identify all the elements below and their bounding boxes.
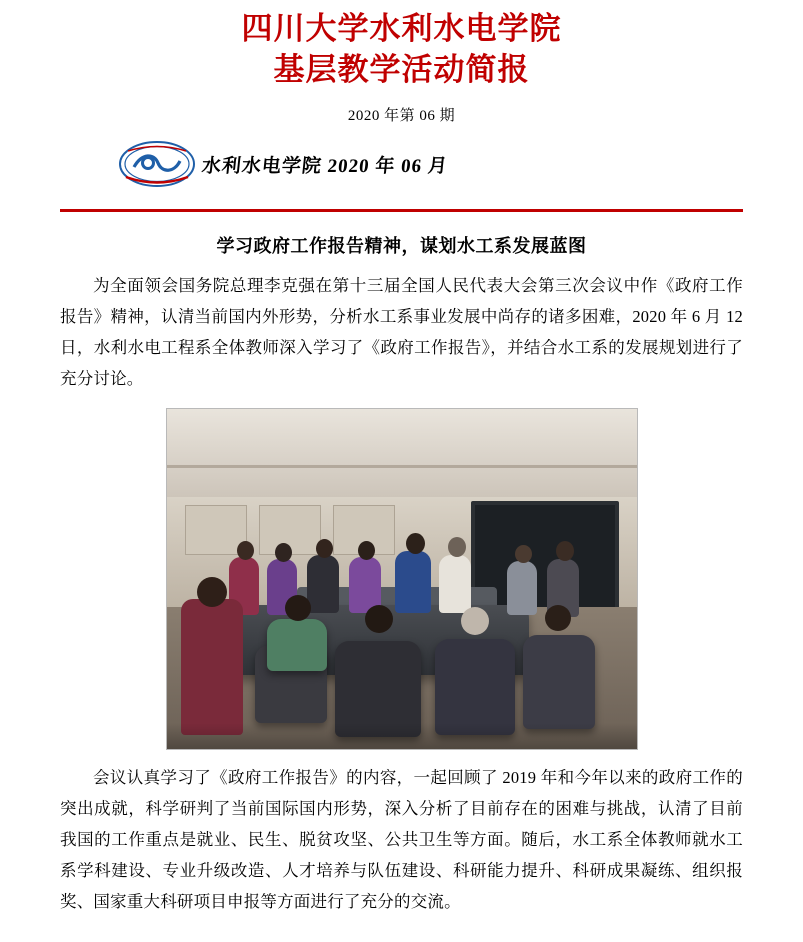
photo-person-head xyxy=(237,541,254,560)
masthead-title-line1: 四川大学水利水电学院 xyxy=(241,11,562,46)
logo-row xyxy=(60,139,743,189)
photo-person-head xyxy=(316,539,333,558)
issue-number: 2020 年第 06 期 xyxy=(347,108,456,124)
photo-bottom-shadow xyxy=(167,723,637,749)
photo-person-head xyxy=(285,595,311,621)
photo-chair xyxy=(267,619,327,671)
photo-chair xyxy=(435,639,515,735)
photo-person-head xyxy=(515,545,532,563)
photo-ceiling xyxy=(167,409,637,497)
masthead-title-line2: 基层教学活动简报 xyxy=(273,52,530,87)
article-paragraph-2: 会议认真学习了《政府工作报告》的内容，一起回顾了 2019 年和今年以来的政府工作的突出成就，科学研判了当前国际国内形势，深入分析了目前存在的困难与挑战，认清了目前我国的工作重点是就业、民生、脱贫攻坚、公共卫生等方面。随后，水工系全体教师就水工系学科建设、专业升级改造、人才培养与队伍建设、科研能力提升、科研成果凝练、组织报奖、国家重大科研项目申报等方面进行了充分的交流。 xyxy=(60,768,743,911)
photo-person-head xyxy=(448,537,466,557)
article-title: 学习政府工作报告精神，谋划水工系发展蓝图 xyxy=(216,236,587,256)
photo-person-head xyxy=(406,533,425,554)
photo-person-head xyxy=(358,541,375,560)
photo-person-head xyxy=(461,607,489,635)
header-divider xyxy=(60,209,743,212)
photo-person xyxy=(395,551,431,613)
meeting-photo xyxy=(166,408,638,750)
university-emblem-icon xyxy=(118,139,196,189)
logo-caption: 水利水电学院 2020 年 06 月 xyxy=(200,155,449,177)
photo-person-head xyxy=(545,605,571,631)
masthead xyxy=(60,0,743,125)
photo-person xyxy=(507,561,537,615)
photo-person-head xyxy=(365,605,393,633)
photo-person-head xyxy=(556,541,574,561)
photo-person xyxy=(307,555,339,613)
photo-person xyxy=(181,599,243,735)
photo-person-head xyxy=(197,577,227,607)
photo-ceiling-seam xyxy=(167,465,637,468)
article-paragraph-1: 为全面领会国务院总理李克强在第十三届全国人民代表大会第三次会议中作《政府工作报告》精神，认清当前国内外形势，分析水工系事业发展中尚存的诸多困难，2020 年 6 月 12 日，水利水电工程系全体教师深入学习了《政府工作报告》，并结合水工系的发展规划进行了充分讨论。 xyxy=(60,276,743,388)
photo-chair xyxy=(523,635,595,729)
photo-person xyxy=(439,555,471,613)
photo-person-head xyxy=(275,543,292,562)
